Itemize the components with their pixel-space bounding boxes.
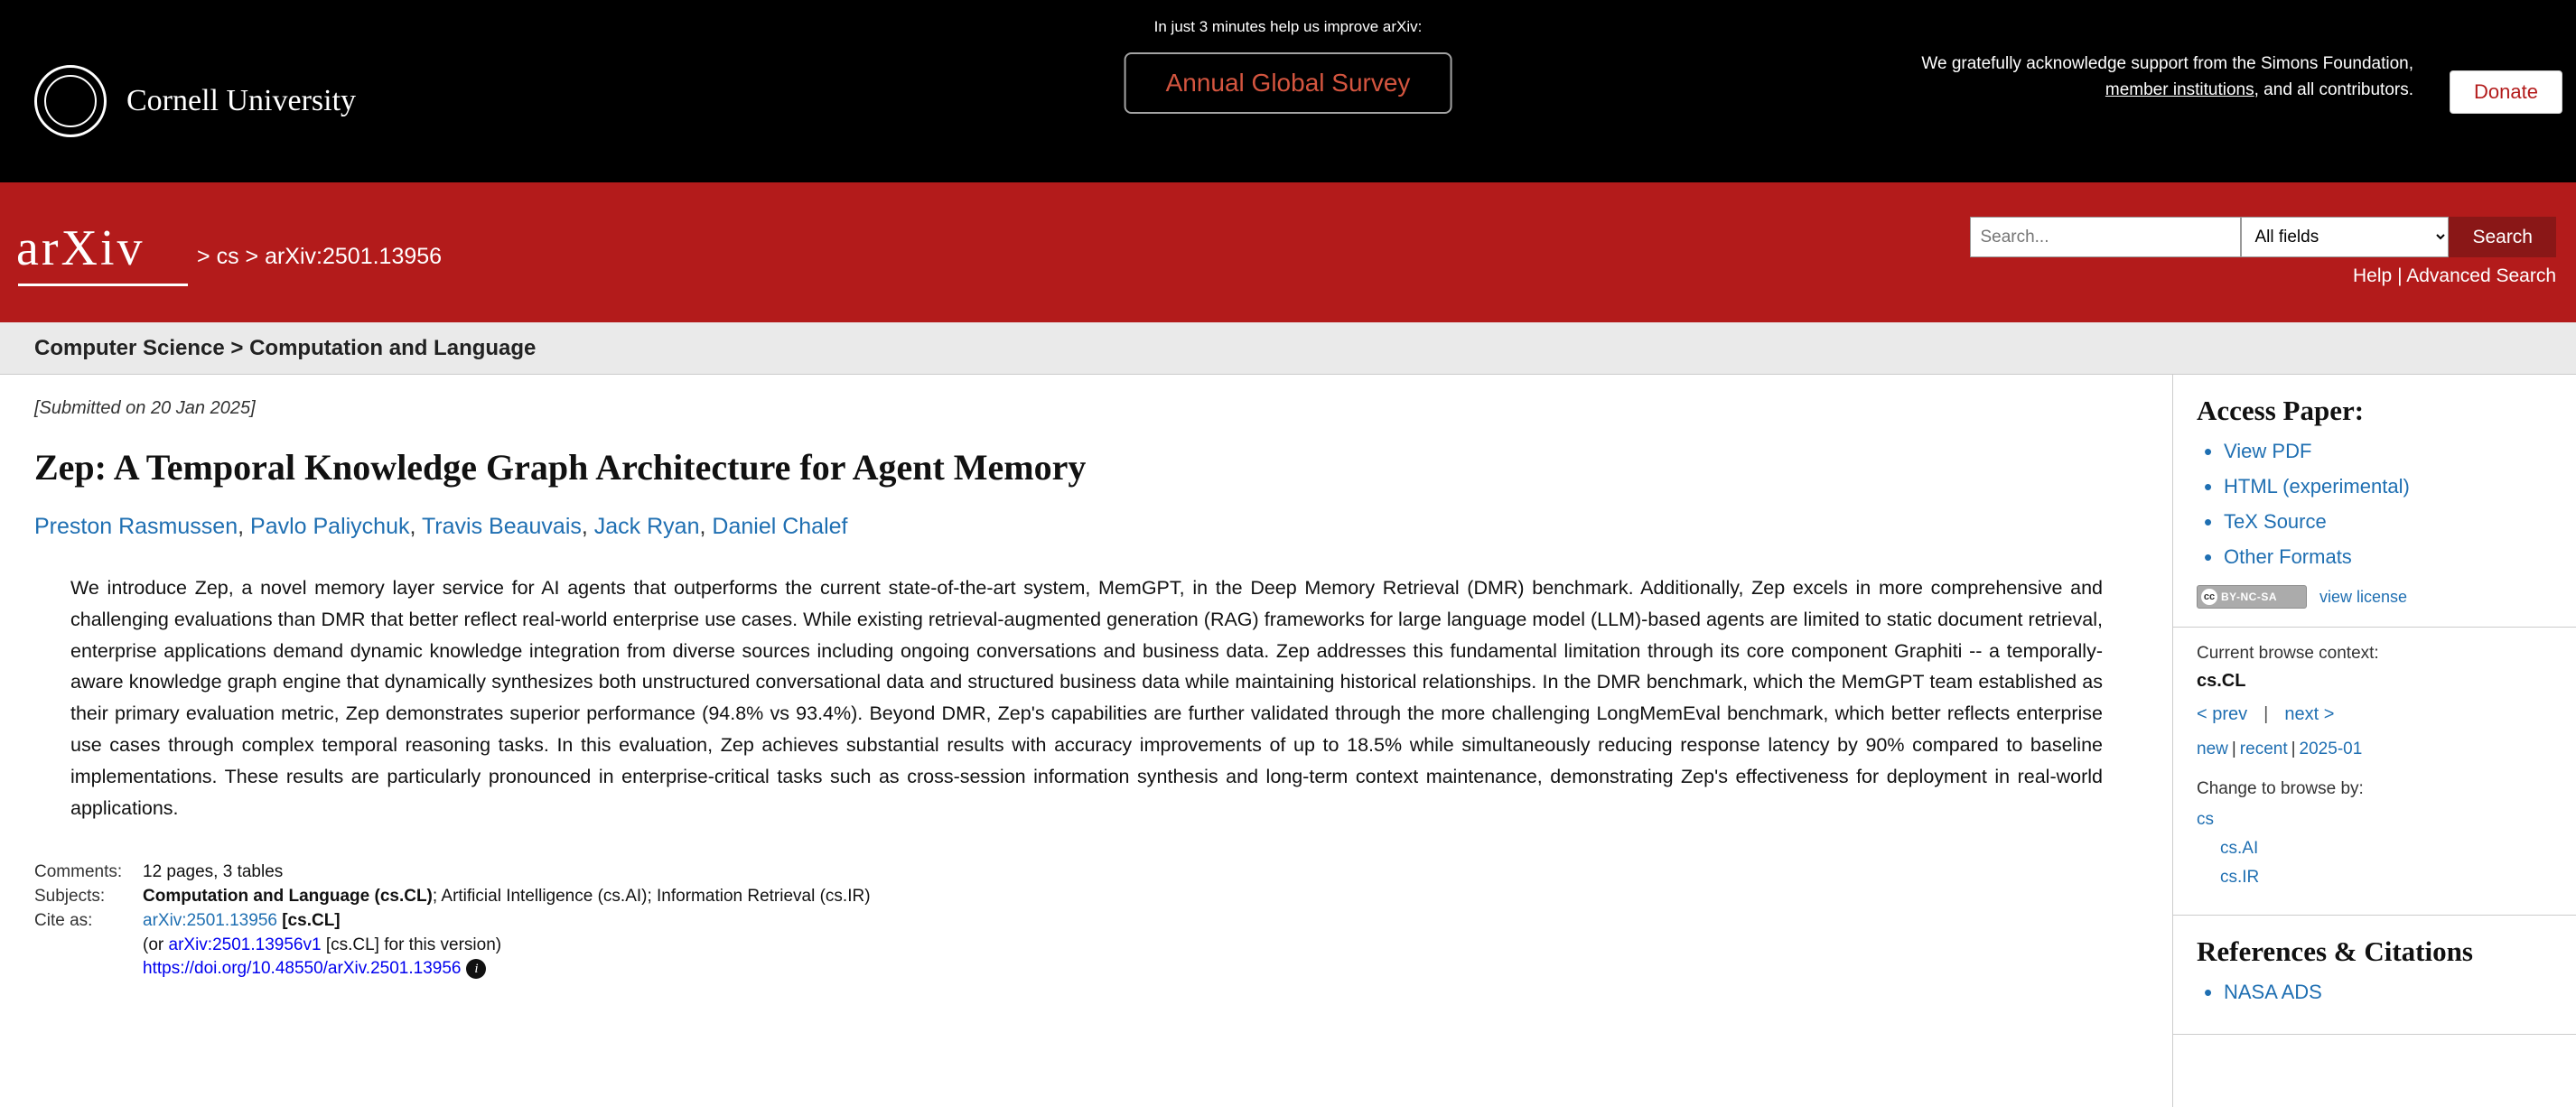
subjects-label: Subjects: — [34, 886, 106, 906]
subjects-value — [143, 887, 871, 907]
list-item[interactable] — [2202, 440, 2553, 463]
view-license-link[interactable]: view license — [2319, 587, 2408, 606]
breadcrumb-cs-link[interactable]: cs — [216, 244, 239, 269]
cite-row — [34, 911, 2136, 931]
search-input[interactable] — [1970, 217, 2241, 257]
other-formats-link[interactable]: Other Formats — [2224, 545, 2352, 568]
new-recent-sep-1: | — [2231, 740, 2236, 758]
advanced-search-link[interactable]: Advanced Search — [2406, 265, 2556, 286]
comments-value: 12 pages, 3 tables — [143, 861, 284, 881]
page-body — [0, 375, 2576, 1107]
author-sep: , — [581, 514, 594, 539]
ack-line-2: , and all contributors. — [2254, 80, 2413, 100]
help-separator: | — [2397, 265, 2403, 286]
acknowledgement-text — [1921, 51, 2413, 104]
cite-arxiv-id-link[interactable]: arXiv:2501.13956 — [143, 910, 277, 930]
references-list — [2197, 981, 2553, 1004]
cornell-university-label: Cornell University — [126, 84, 357, 117]
cornell-seal-icon — [34, 65, 107, 137]
survey-note: In just 3 minutes help us improve arXiv: — [1153, 18, 1423, 35]
list-item[interactable] — [2202, 545, 2553, 569]
search-button[interactable]: Search — [2449, 217, 2556, 257]
member-institutions-link[interactable]: member institutions — [2105, 80, 2254, 100]
license-badge-label: BY-NC-SA — [2221, 591, 2278, 603]
abstract-text: We introduce Zep, a novel memory layer service for AI agents that outperforms the current state-of-the-art system, MemGPT, in the Deep Memory Retrieval (DMR) benchmark. Additionally, Zep excels in more comprehensive and challenging evaluations than DMR that better reflect real-world enterprise use cases. While existing retrieval-augmented generation (RAG) frameworks for large language model (LLM)-based agents are limited to static document retrieval, enterprise applications demand dynamic knowledge integration from diverse sources including ongoing conversations and business data. Zep addresses this fundamental limitation through its core component Graphiti -- a temporally-aware knowledge graph engine that dynamically synthesizes both unstructured conversational data and structured business data while maintaining historical relationships. In the DMR benchmark, which the MemGPT team established as their primary evaluation metric, Zep demonstrates superior performance (94.8% vs 93.4%). Beyond DMR, Zep's capabilities are further validated through the more challenging LongMemEval benchmark, which better reflects enterprise use cases through complex temporal reasoning tasks. In this evaluation, Zep achieves substantial results with accuracy improvements of up to 18.5% while simultaneously reducing response latency by 90% compared to baseline implementations. These results are particularly pronounced in enterprise-critical tasks such as cross-session information synthesis and long-term context maintenance, demonstrating Zep's effectiveness for deployment in real-world applications. — [70, 577, 2103, 819]
tex-source-link[interactable]: TeX Source — [2224, 510, 2327, 533]
version-arxiv-id-link[interactable]: arXiv:2501.13956v1 — [168, 935, 322, 954]
cite-value — [143, 911, 341, 931]
cite-label: Cite as: — [34, 910, 93, 930]
change-browse-label: Change to browse by: — [2197, 779, 2364, 798]
access-paper-section — [2173, 375, 2576, 628]
browse-context-section — [2173, 628, 2576, 916]
author-sep: , — [699, 514, 713, 539]
version-row — [143, 935, 2136, 955]
arxiv-header — [0, 182, 2576, 322]
browse-context-label: Current browse context: — [2197, 644, 2379, 663]
arxiv-logo-x: X — [61, 220, 100, 276]
author-list — [34, 514, 2136, 540]
cornell-university-link[interactable] — [34, 65, 356, 137]
page-title: Zep: A Temporal Knowledge Graph Architecture for Agent Memory — [34, 447, 1087, 488]
version-category: [cs.CL] — [325, 935, 379, 954]
prev-link[interactable]: < prev — [2197, 704, 2248, 724]
breadcrumb-sep-1: > — [197, 244, 210, 269]
list-item[interactable] — [2202, 475, 2553, 498]
new-recent-row — [2197, 740, 2553, 759]
arxiv-logo-underline — [18, 284, 188, 286]
survey-block — [1125, 18, 1452, 114]
paper-metadata — [34, 862, 2136, 979]
cornell-seal-inner — [44, 75, 97, 127]
breadcrumb — [197, 244, 442, 270]
sidebar — [2172, 375, 2576, 1107]
access-paper-list — [2197, 440, 2553, 569]
subjects-primary: Computation and Language (cs.CL) — [143, 886, 433, 906]
month-link[interactable]: 2025-01 — [2299, 740, 2363, 758]
browse-context-category: cs.CL — [2197, 671, 2246, 691]
main-column — [0, 375, 2172, 1107]
author-link[interactable]: Preston Rasmussen — [34, 514, 238, 539]
browse-cs-ai-link[interactable]: cs.AI — [2220, 839, 2259, 858]
prev-next-row — [2197, 704, 2553, 725]
author-sep: , — [238, 514, 251, 539]
version-prefix: (or — [143, 935, 164, 954]
browse-csir-row — [2197, 868, 2553, 888]
author-link[interactable]: Pavlo Paliychuk — [250, 514, 410, 539]
prev-next-separator: | — [2263, 704, 2269, 724]
cc-circle-icon: cc — [2201, 589, 2217, 605]
subject-breadcrumb: Computer Science > Computation and Language — [0, 322, 2576, 375]
next-link[interactable]: next > — [2284, 704, 2335, 724]
search-form — [1970, 217, 2556, 257]
list-item[interactable] — [2202, 510, 2553, 534]
doi-link[interactable]: https://doi.org/10.48550/arXiv.2501.13956 — [143, 958, 462, 978]
ack-line-1: We gratefully acknowledge support from the Simons Foundation, — [1921, 54, 2413, 73]
new-recent-sep-2: | — [2291, 740, 2296, 758]
browse-cs-row — [2197, 810, 2553, 830]
access-paper-title: Access Paper: — [2197, 395, 2365, 426]
list-item[interactable] — [2202, 981, 2553, 1004]
annual-global-survey-button[interactable]: Annual Global Survey — [1125, 52, 1452, 114]
creative-commons-icon[interactable] — [2197, 585, 2307, 609]
recent-link[interactable]: recent — [2239, 740, 2288, 758]
browse-cs-ir-link[interactable]: cs.IR — [2220, 868, 2260, 887]
author-sep: , — [409, 514, 422, 539]
cite-category: [cs.CL] — [282, 910, 341, 930]
comments-row — [34, 862, 2136, 882]
submission-date: [Submitted on 20 Jan 2025] — [34, 398, 256, 418]
breadcrumb-sep-2: > — [245, 244, 259, 269]
donate-button[interactable]: Donate — [2450, 70, 2562, 114]
search-field-select[interactable] — [2241, 217, 2449, 257]
html-experimental-link[interactable]: HTML (experimental) — [2224, 475, 2410, 498]
info-icon[interactable]: i — [466, 959, 486, 979]
author-link[interactable]: Travis Beauvais — [421, 514, 582, 539]
version-suffix: for this version) — [384, 935, 502, 954]
help-row — [2353, 265, 2556, 287]
subjects-row — [34, 887, 2136, 907]
top-banner — [0, 0, 2576, 182]
author-link[interactable]: Daniel Chalef — [712, 514, 848, 539]
subjects-rest: ; Artificial Intelligence (cs.AI); Information Retrieval (cs.IR) — [432, 886, 871, 906]
view-pdf-link[interactable]: View PDF — [2224, 440, 2312, 462]
browse-cs-link[interactable]: cs — [2197, 810, 2214, 829]
new-link[interactable]: new — [2197, 740, 2228, 758]
nasa-ads-link[interactable]: NASA ADS — [2224, 981, 2322, 1003]
references-citations-section — [2173, 916, 2576, 1035]
arxiv-logo-iv: iv — [99, 220, 145, 276]
references-citations-title: References & Citations — [2197, 935, 2473, 967]
help-link[interactable]: Help — [2353, 265, 2393, 286]
arxiv-logo-link[interactable] — [16, 220, 145, 276]
author-link[interactable]: Jack Ryan — [593, 514, 700, 539]
license-row — [2197, 585, 2553, 609]
browse-csai-row — [2197, 839, 2553, 859]
breadcrumb-arxiv-id: arXiv:2501.13956 — [265, 244, 443, 269]
arxiv-logo-ar: ar — [16, 220, 61, 276]
doi-row — [143, 959, 2136, 979]
comments-label: Comments: — [34, 861, 123, 881]
